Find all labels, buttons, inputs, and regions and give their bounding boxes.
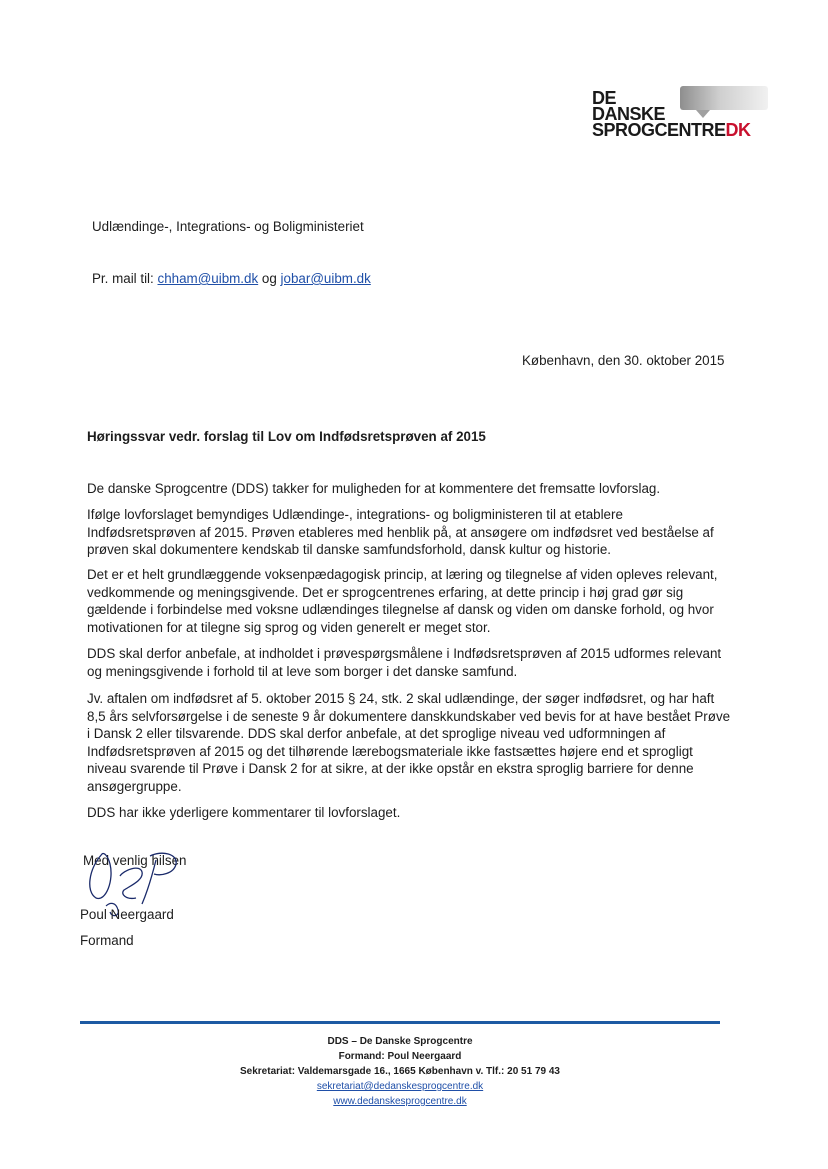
footer-divider [80, 1021, 720, 1024]
footer-org: DDS – De Danske Sprogcentre [327, 1036, 473, 1047]
logo-line-2: DANSKE [592, 104, 666, 124]
logo-line-1: DE [592, 88, 617, 108]
speech-bubble-icon [680, 86, 768, 110]
logo-dk: DK [725, 120, 751, 140]
footer-email-link[interactable]: sekretariat@dedanskesprogcentre.dk [316, 1081, 484, 1092]
paragraph-4: DDS skal derfor anbefale, at indholdet i prøvespørgsmålene i Indfødsretsprøven af 2015 udformes relevant og meningsgivende i forhold til at leve som borger i det danske samfund. [87, 646, 722, 679]
paragraph-3: Det er et helt grundlæggende voksenpædagogisk princip, at læring og tilegnelse af viden opleves relevant, vedkommende og meningsgivende. Det er sprogcentrenes erfaring, at dette princip i høj grad gør sig gældende i forbindelse med voksne udlændinges tilegnelse af dansk og viden om danske forhold, og hvor motivationen for at tilegne sig sprog og viden generelt er meget stor. [87, 567, 718, 635]
organization-logo [592, 84, 772, 140]
footer-web-link[interactable]: www.dedanskesprogcentre.dk [333, 1096, 467, 1107]
footer [80, 1034, 720, 1109]
logo-line-3: SPROGCENTREDK [592, 120, 751, 140]
recipient-ministry: Udlændinge-, Integrations- og Boligministeriet [92, 219, 364, 234]
footer-address: Sekretariat: Valdemarsgade 16., 1665 København v. Tlf.: 20 51 79 43 [240, 1066, 560, 1077]
letter-subject: Høringssvar vedr. forslag til Lov om Indfødsretsprøven af 2015 [87, 429, 486, 444]
signatory-name: Poul Neergaard [80, 907, 174, 922]
paragraph-1: De danske Sprogcentre (DDS) takker for muligheden for at kommentere det fremsatte lovforslag. [87, 481, 661, 496]
email-link-jobar[interactable]: jobar@uibm.dk [280, 271, 371, 286]
recipient-mail-line [92, 270, 371, 287]
mail-prefix: Pr. mail til: [92, 271, 154, 286]
signatory-title: Formand [80, 933, 134, 948]
letter-date: København, den 30. oktober 2015 [522, 353, 725, 368]
closing-greeting: Med venlig hilsen [83, 853, 187, 868]
paragraph-2: Ifølge lovforslaget bemyndiges Udlændinge-, integrations- og boligministeren til at etablere Indfødsretsprøven af 2015. Prøven etableres med henblik på, at ansøgere om indfødsret ved beståelse af prøven skal dokumentere kendskab til danske samfundsforhold, dansk kultur og historie. [87, 507, 714, 557]
footer-chair: Formand: Poul Neergaard [338, 1051, 462, 1062]
paragraph-5: Jv. aftalen om indfødsret af 5. oktober 2015 § 24, stk. 2 skal udlændinge, der søger indfødsret, og har haft 8,5 års selvforsørgelse i de seneste 9 år dokumentere danskkundskaber ved bevis for at have bestået Prøve i Dansk 2 eller tilsvarende. DDS skal derfor anbefale, at det sproglige niveau ved udformningen af Indfødsretsprøven af 2015 og det tilhørende lærebogsmateriale ikke fastsættes højere end et sprogligt niveau svarende til Prøve i Dansk 2 for at sikre, at der ikke opstår en ekstra sproglig barriere for denne ansøgergruppe. [87, 691, 731, 794]
mail-and: og [261, 271, 277, 286]
paragraph-6: DDS har ikke yderligere kommentarer til lovforslaget. [87, 805, 401, 820]
email-link-chham[interactable]: chham@uibm.dk [157, 271, 259, 286]
